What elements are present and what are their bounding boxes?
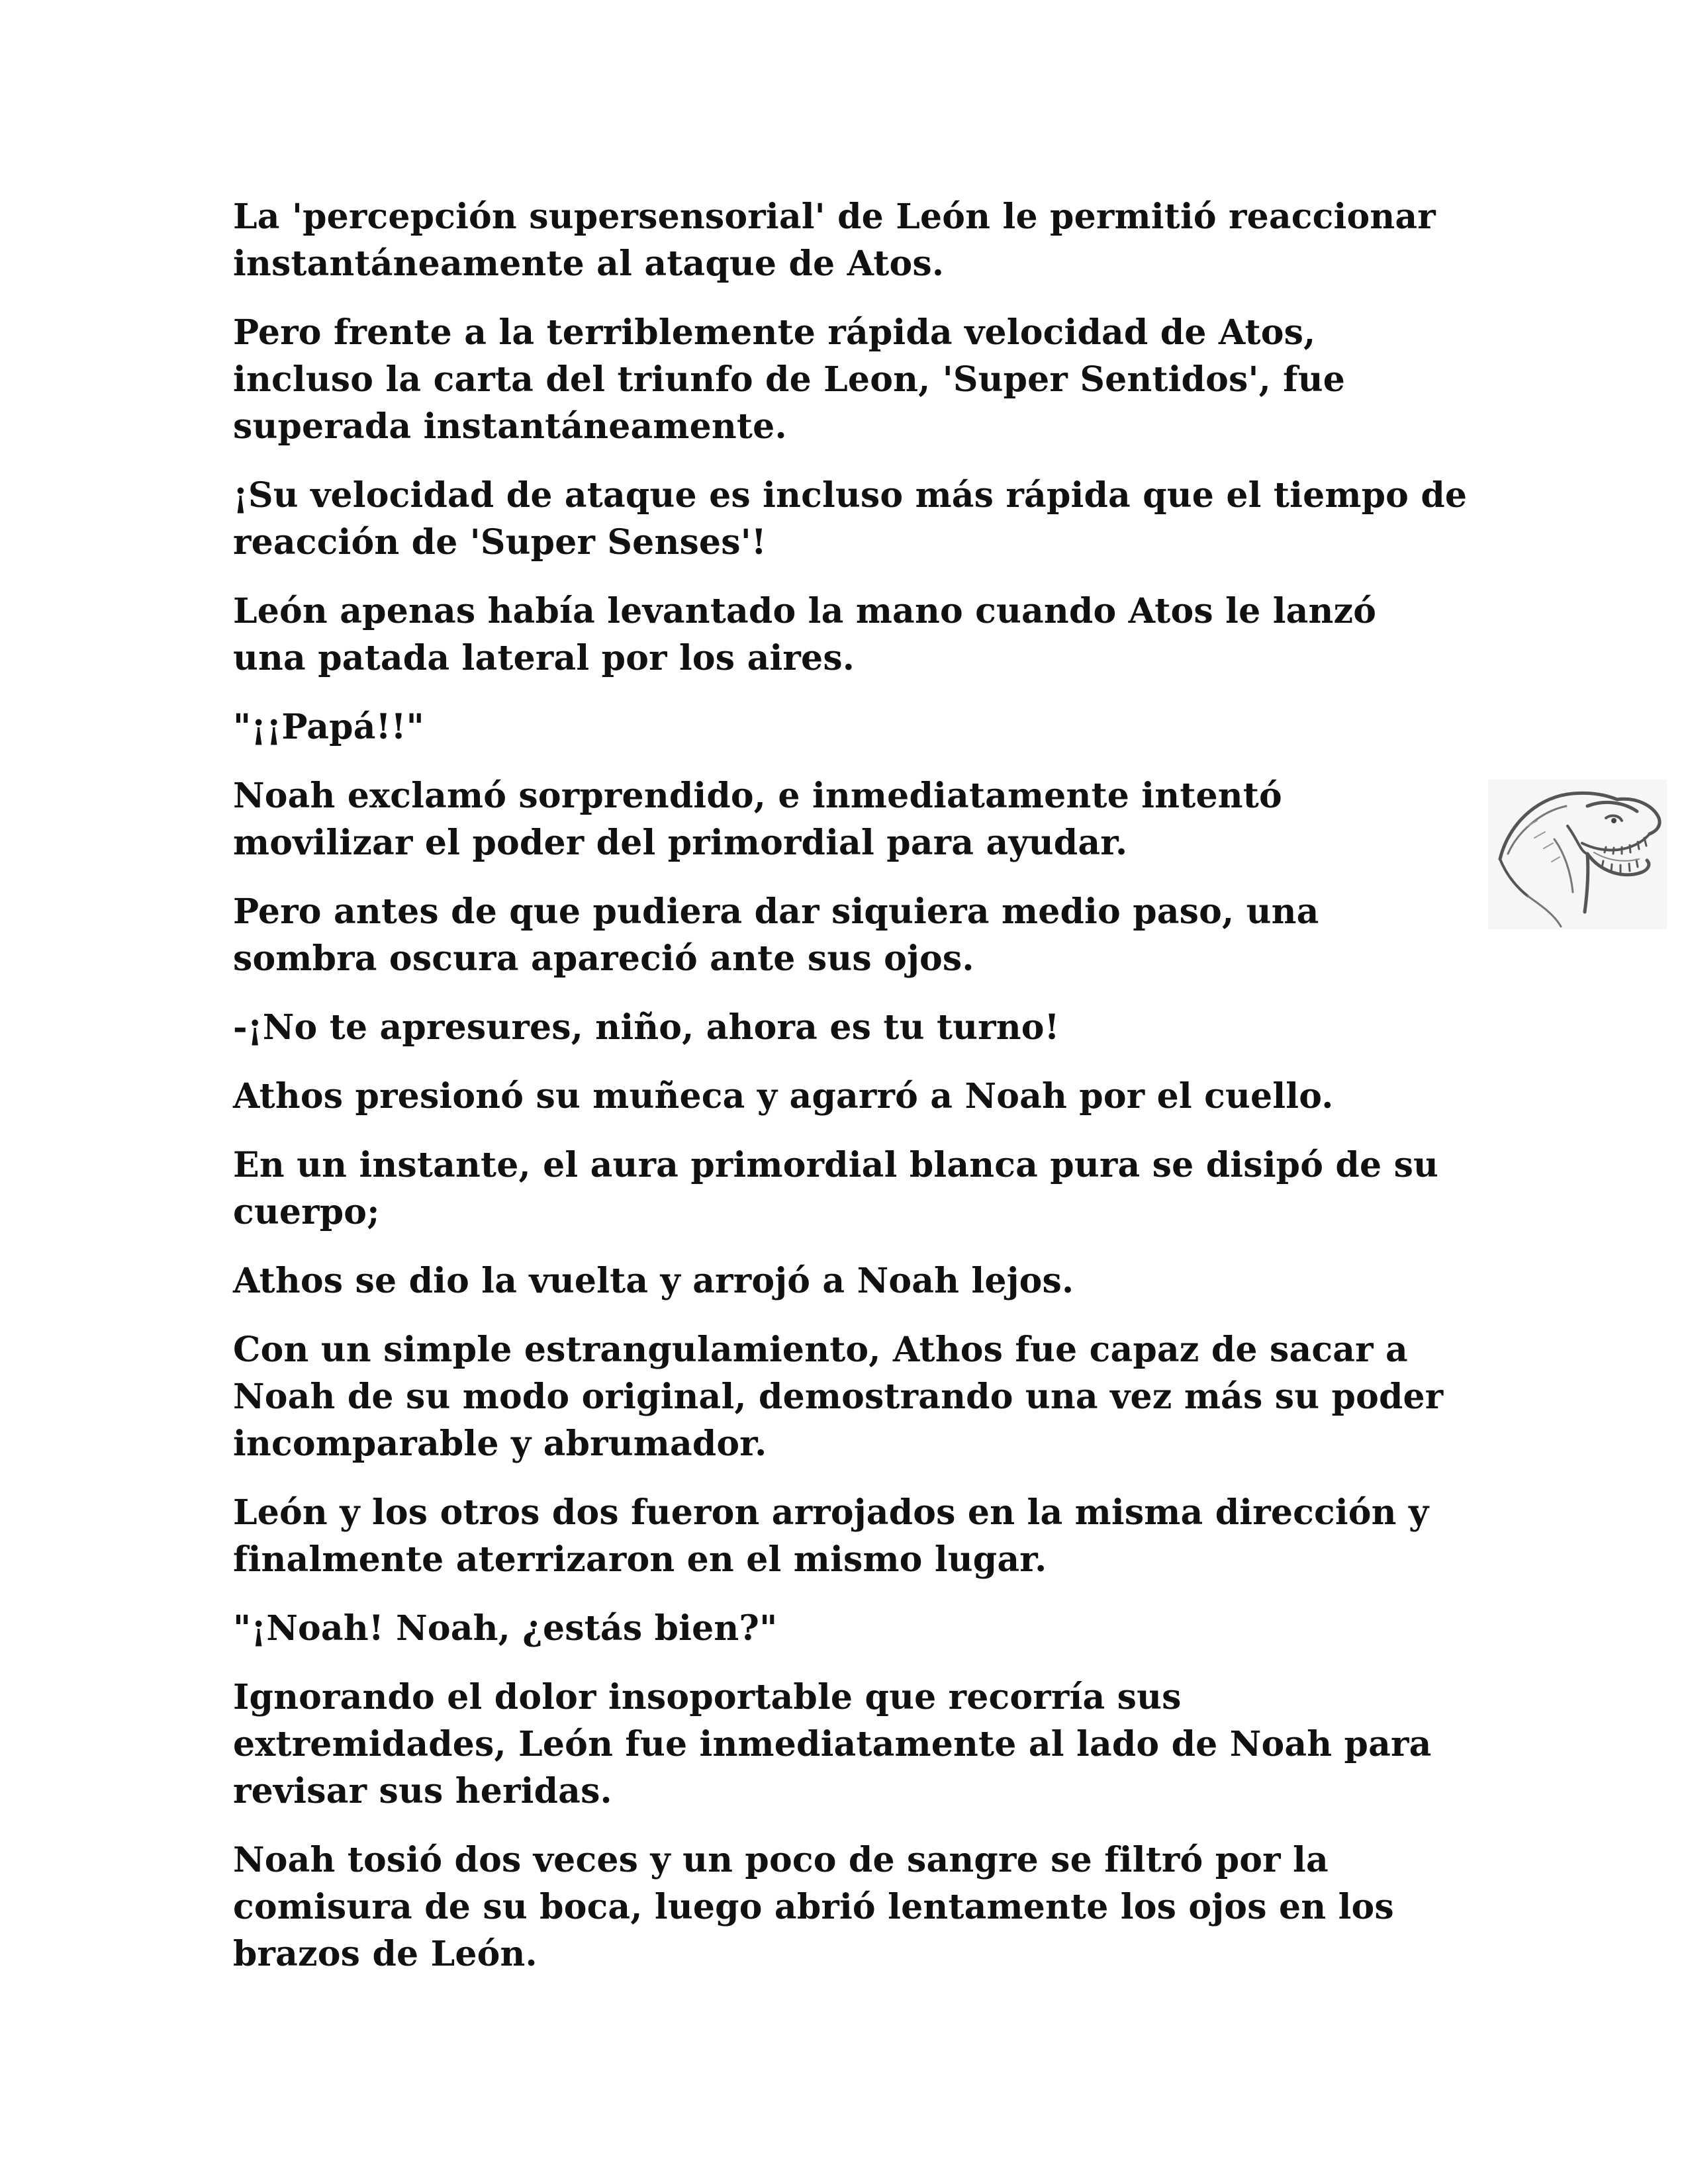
text-line: En un instante, el aura primordial blanca pura se disipó de su [233,1145,1439,1185]
dinosaur-head-sketch-icon [1488,780,1667,929]
paragraph [233,1837,1464,1978]
paragraph [233,888,1464,982]
text-line: León apenas había levantado la mano cuando Atos le lanzó [233,591,1377,631]
text-line: ¡Su velocidad de ataque es incluso más rápida que el tiempo de [233,475,1468,516]
text-line: revisar sus heridas. [233,1771,612,1811]
paragraph [233,309,1464,450]
paragraph [233,1489,1464,1583]
paragraph [233,772,1464,866]
paragraph [233,1605,1464,1652]
text-line: Ignorando el dolor insoportable que recorría sus [233,1677,1182,1717]
paragraph [233,1073,1464,1120]
text-line: finalmente aterrizaron en el mismo lugar. [233,1539,1047,1580]
paragraph [233,1004,1464,1051]
text-line: movilizar el poder del primordial para ayudar. [233,823,1128,863]
paragraph [233,472,1468,566]
paragraph [233,1326,1464,1467]
text-line: León y los otros dos fueron arrojados en la misma dirección y [233,1492,1429,1533]
text-line: incomparable y abrumador. [233,1424,767,1464]
text-line: Pero antes de que pudiera dar siquiera medio paso, una [233,891,1319,932]
text-line: La 'percepción supersensorial' de León le permitió reaccionar [233,197,1436,237]
text-line: brazos de León. [233,1934,538,1974]
paragraph [233,193,1464,287]
paragraph [233,1142,1464,1236]
text-line: Athos se dio la vuelta y arrojó a Noah lejos. [233,1261,1074,1301]
text-line: extremidades, León fue inmediatamente al lado de Noah para [233,1724,1432,1764]
text-line: "¡Noah! Noah, ¿estás bien?" [233,1608,778,1649]
text-line: cuerpo; [233,1192,380,1232]
text-line: comisura de su boca, luego abrió lentamente los ojos en los [233,1887,1394,1927]
paragraph [233,588,1464,682]
text-line: Athos presionó su muñeca y agarró a Noah por el cuello. [233,1076,1334,1116]
text-line: sombra oscura apareció ante sus ojos. [233,938,974,979]
text-line: Pero frente a la terriblemente rápida velocidad de Atos, [233,312,1316,353]
text-line: "¡¡Papá!!" [233,707,424,747]
paragraph [233,704,1464,751]
text-line: incluso la carta del triunfo de Leon, 'Super Sentidos', fue [233,359,1346,400]
text-line: Con un simple estrangulamiento, Athos fue capaz de sacar a [233,1330,1408,1370]
text-line: una patada lateral por los aires. [233,638,855,678]
body-text [233,193,1468,1999]
text-line: -¡No te apresures, niño, ahora es tu turno! [233,1007,1060,1048]
text-line: Noah exclamó sorprendido, e inmediatamente intentó [233,776,1282,816]
text-line: superada instantáneamente. [233,406,787,447]
text-line: Noah de su modo original, demostrando una vez más su poder [233,1377,1444,1417]
text-line: Noah tosió dos veces y un poco de sangre se filtró por la [233,1840,1329,1880]
text-line: reacción de 'Super Senses'! [233,522,767,563]
text-line: instantáneamente al ataque de Atos. [233,244,945,284]
paragraph [233,1674,1464,1815]
paragraph [233,1257,1464,1304]
